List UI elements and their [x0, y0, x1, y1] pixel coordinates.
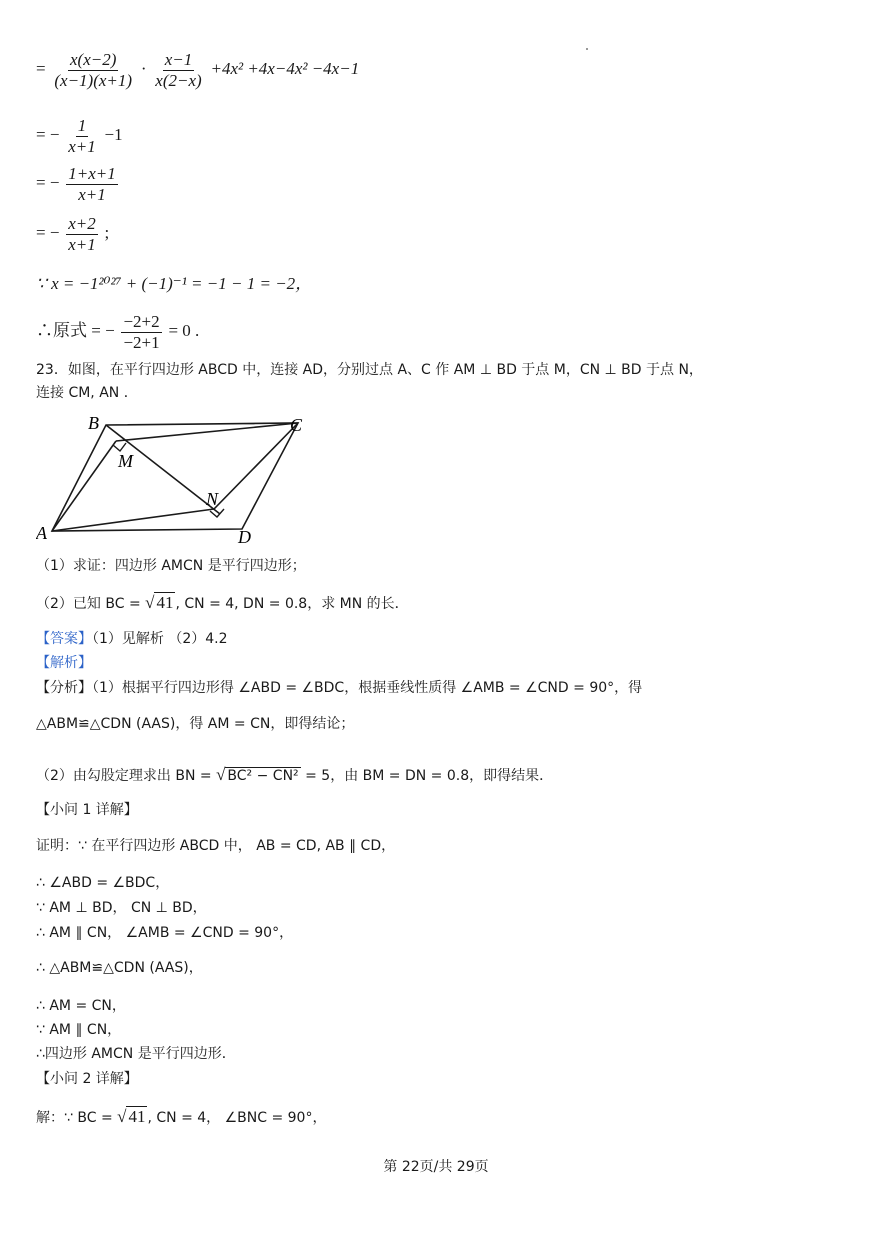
suffix: = 0 . — [168, 321, 200, 341]
denominator: x(2−x) — [155, 70, 202, 90]
fraction — [121, 312, 161, 352]
label-b: B — [88, 413, 99, 433]
numerator: x−1 — [164, 50, 193, 69]
step-3 — [36, 164, 120, 204]
prefix: = − — [36, 223, 60, 243]
segment-am — [52, 441, 116, 531]
analysis-line-2: △ABM≌△CDN (AAS)，得 AM = CN，即得结论； — [36, 716, 355, 732]
step-5: ∵ x = −1²⁰²⁷ + (−1)⁻¹ = −1 − 1 = −2， — [36, 274, 313, 293]
fraction — [52, 50, 134, 90]
segment-cn — [214, 423, 298, 509]
analysis-line-3-suffix: = 5，由 BM = DN = 0.8，即得结果． — [300, 768, 554, 784]
dot-operator: · — [140, 59, 147, 79]
numerator: 1+x+1 — [68, 164, 116, 183]
fraction — [66, 116, 98, 156]
analysis-label: 【解析】 — [36, 655, 92, 671]
prefix: = − — [36, 173, 60, 193]
sqrt-radicand: 41 — [156, 593, 174, 612]
detail-2-line-1: 解：∵ BC = √ 41 , CN = 4， ∠BNC = 90°， — [36, 1107, 327, 1126]
segment-an — [52, 509, 214, 531]
sqrt-radicand: BC² − CN² — [227, 768, 299, 784]
step-4 — [36, 214, 109, 254]
analysis-line-1: 【分析】（1）根据平行四边形得 ∠ABD = ∠BDC，根据垂线性质得 ∠AMB = ∠CND = 90°，得 — [36, 680, 643, 696]
problem-line-1: 23．如图，在平行四边形 ABCD 中，连接 AD，分别过点 A、C 作 AM ⊥ BD 于点 M，CN ⊥ BD 于点 N， — [36, 362, 703, 378]
segment-cm — [116, 423, 298, 441]
answer-line — [36, 631, 228, 648]
right-angle-mark-n — [210, 509, 224, 517]
answer-text: （1）见解析 （2）4.2 — [92, 631, 228, 647]
speck — [586, 48, 588, 50]
numerator: −2+2 — [123, 312, 160, 331]
numerator: x+2 — [68, 214, 96, 233]
fraction — [153, 50, 203, 90]
expression-rest: +4x² +4x−4x² −4x−1 — [210, 59, 360, 79]
detail-1-line-7: ∵ AM ∥ CN， — [36, 1022, 122, 1038]
question-2-suffix: , CN = 4, DN = 0.8，求 MN 的长． — [175, 596, 409, 612]
suffix: ; — [104, 223, 110, 243]
answer-label: 【答案】 — [36, 631, 92, 647]
label-m: M — [118, 451, 133, 471]
analysis-line-3: （2）由勾股定理求出 BN = √ BC² − CN² = 5，由 BM = DN = 0.8，即得结果． — [36, 765, 554, 784]
problem-line-2: 连接 CM, AN ． — [36, 385, 138, 401]
denominator: −2+1 — [123, 332, 160, 352]
question-2: （2）已知 BC = √ 41 , CN = 4, DN = 0.8，求 MN 的长． — [36, 593, 409, 612]
label-c: C — [290, 415, 303, 435]
page-footer: 第 22页/共 29页 — [383, 1159, 489, 1175]
detail-1-line-6: ∴ AM = CN， — [36, 998, 126, 1014]
denominator: x+1 — [68, 234, 96, 254]
detail-1-line-4: ∴ AM ∥ CN， ∠AMB = ∠CND = 90°， — [36, 925, 294, 941]
label-n: N — [206, 489, 219, 509]
sqrt-radicand: 41 — [128, 1107, 146, 1126]
detail-1-title: 【小问 1 详解】 — [36, 802, 138, 818]
suffix: −1 — [104, 125, 123, 145]
label-a: A — [36, 523, 47, 543]
right-angle-mark-m — [113, 443, 126, 451]
detail-1-line-1: 证明：∵ 在平行四边形 ABCD 中， AB = CD, AB ∥ CD， — [36, 838, 396, 854]
parallelogram-diagram — [36, 411, 306, 547]
detail-1-line-2: ∴ ∠ABD = ∠BDC， — [36, 875, 170, 891]
denominator: x+1 — [78, 184, 106, 204]
step-2 — [36, 116, 123, 156]
detail-2-line-1-prefix: 解：∵ BC = — [36, 1110, 118, 1126]
fraction — [66, 164, 118, 204]
step-6 — [36, 312, 199, 352]
detail-2-title: 【小问 2 详解】 — [36, 1071, 138, 1087]
prefix: = − — [36, 125, 60, 145]
denominator: (x−1)(x+1) — [54, 70, 133, 90]
detail-2-line-1-suffix: , CN = 4， ∠BNC = 90°， — [147, 1110, 327, 1126]
detail-1-line-5: ∴ △ABM≌△CDN (AAS)， — [36, 960, 203, 976]
numerator: 1 — [77, 116, 87, 135]
question-2-prefix: （2）已知 BC = — [36, 596, 146, 612]
step-1: = $\frac{x(x-2)}{(x-1)(x+1)}$ · $\frac{x-1}{x(2-x)}$ +4x² +4x−4x² −4x−1 — [36, 50, 360, 90]
detail-1-line-3: ∵ AM ⊥ BD， CN ⊥ BD， — [36, 900, 207, 916]
fraction — [66, 214, 98, 254]
denominator: x+1 — [68, 136, 96, 156]
analysis-line-3-prefix: （2）由勾股定理求出 BN = — [36, 768, 217, 784]
detail-1-line-8: ∴四边形 AMCN 是平行四边形． — [36, 1046, 236, 1062]
question-1: （1）求证：四边形 AMCN 是平行四边形； — [36, 558, 306, 574]
prefix: ∴原式 = − — [36, 321, 115, 341]
numerator: x(x−2) — [70, 50, 117, 69]
label-d: D — [238, 527, 251, 547]
